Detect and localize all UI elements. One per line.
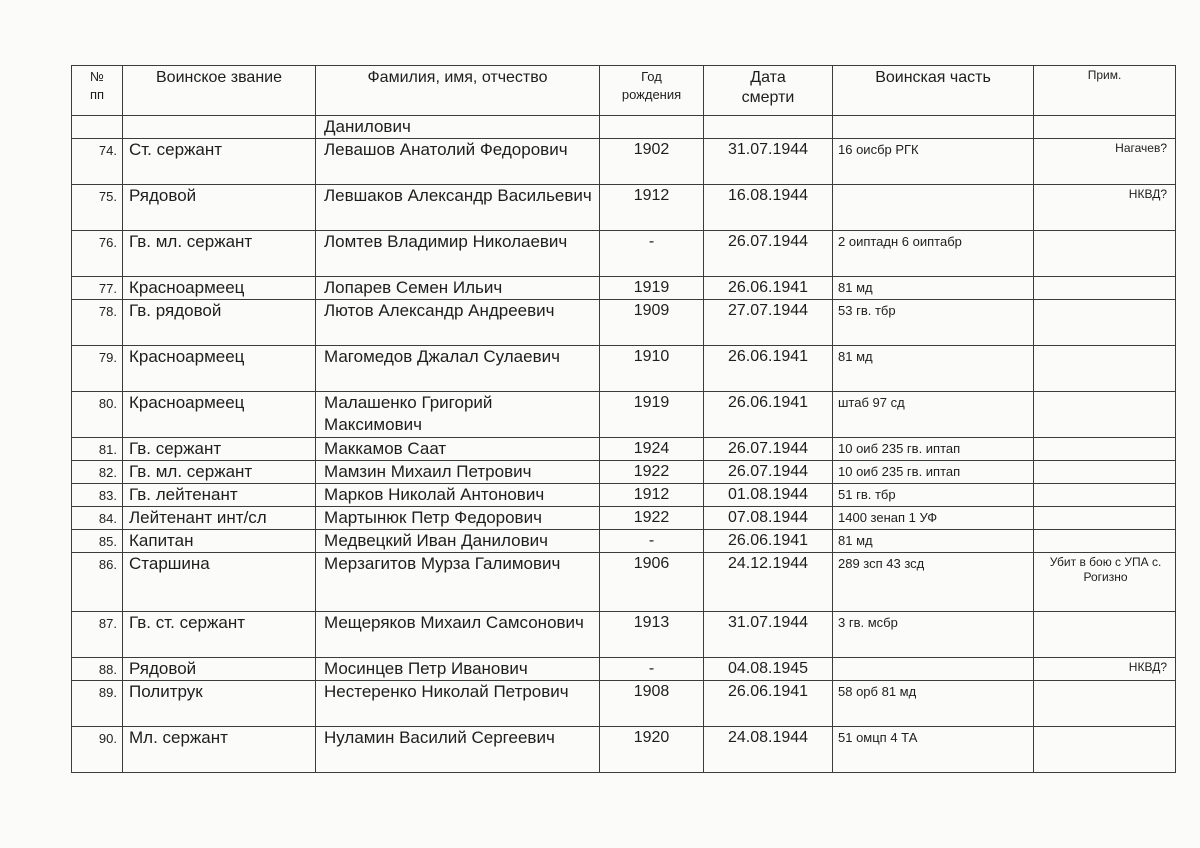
row-unit: 58 орб 81 мд	[833, 681, 1034, 727]
table-row	[72, 530, 1176, 553]
casualty-table	[71, 65, 1176, 773]
row-birth-year: 1902	[600, 139, 704, 185]
row-note	[1034, 392, 1176, 438]
row-number: 80.	[72, 392, 123, 438]
row-unit: 81 мд	[833, 346, 1034, 392]
row-birth-year: 1912	[600, 185, 704, 231]
row-full-name: Мартынюк Петр Федорович	[316, 507, 600, 530]
table-header-row	[72, 66, 1176, 116]
table-body	[72, 116, 1176, 773]
row-note	[1034, 438, 1176, 461]
row-birth-year: 1919	[600, 277, 704, 300]
row-number: 84.	[72, 507, 123, 530]
row-death-date: 26.06.1941	[704, 346, 833, 392]
table-row	[72, 658, 1176, 681]
row-unit: 10 оиб 235 гв. иптап	[833, 438, 1034, 461]
header-unit	[833, 66, 1034, 116]
row-death-date: 26.07.1944	[704, 438, 833, 461]
row-rank: Старшина	[123, 553, 316, 612]
row-unit: 51 гв. тбр	[833, 484, 1034, 507]
row-note	[1034, 727, 1176, 773]
row-number: 78.	[72, 300, 123, 346]
row-rank: Ст. сержант	[123, 139, 316, 185]
row-unit: 53 гв. тбр	[833, 300, 1034, 346]
row-birth-year: 1912	[600, 484, 704, 507]
header-death-date-label: Дата смерти	[741, 69, 795, 106]
row-unit: 1400 зенап 1 УФ	[833, 507, 1034, 530]
row-unit: 3 гв. мсбр	[833, 612, 1034, 658]
table-row	[72, 727, 1176, 773]
header-unit-label: Воинская часть	[875, 69, 991, 86]
row-unit: 10 оиб 235 гв. иптап	[833, 461, 1034, 484]
table-row	[72, 681, 1176, 727]
table-row	[72, 612, 1176, 658]
header-rank-label: Воинское звание	[156, 69, 282, 86]
row-note	[1034, 484, 1176, 507]
row-number: 77.	[72, 277, 123, 300]
row-full-name: Малашенко Григорий Максимович	[316, 392, 600, 438]
row-full-name: Нуламин Василий Сергеевич	[316, 727, 600, 773]
row-death-date: 26.07.1944	[704, 231, 833, 277]
row-note: НКВД?	[1034, 658, 1176, 681]
row-rank: Гв. ст. сержант	[123, 612, 316, 658]
row-birth-year: 1919	[600, 392, 704, 438]
row-death-date: 26.06.1941	[704, 530, 833, 553]
row-rank: Политрук	[123, 681, 316, 727]
row-full-name: Мерзагитов Мурза Галимович	[316, 553, 600, 612]
row-death-date: 26.06.1941	[704, 392, 833, 438]
row-full-name: Марков Николай Антонович	[316, 484, 600, 507]
row-full-name: Ломтев Владимир Николаевич	[316, 231, 600, 277]
row-rank: Лейтенант инт/сл	[123, 507, 316, 530]
row-number: 90.	[72, 727, 123, 773]
row-unit: штаб 97 сд	[833, 392, 1034, 438]
row-rank: Рядовой	[123, 658, 316, 681]
row-number: 86.	[72, 553, 123, 612]
row-birth-year: 1922	[600, 461, 704, 484]
row-rank: Красноармеец	[123, 392, 316, 438]
header-note-label: Прим.	[1087, 68, 1122, 82]
row-death-date: 24.08.1944	[704, 727, 833, 773]
row-number: 85.	[72, 530, 123, 553]
row-birth-year: 1910	[600, 346, 704, 392]
row-note	[1034, 300, 1176, 346]
row-number: 74.	[72, 139, 123, 185]
header-name	[316, 66, 600, 116]
row-rank: Красноармеец	[123, 346, 316, 392]
row-unit: 81 мд	[833, 530, 1034, 553]
row-death-date: 01.08.1944	[704, 484, 833, 507]
row-unit: 2 оиптадн 6 оиптабр	[833, 231, 1034, 277]
row-birth-year: -	[600, 231, 704, 277]
header-number	[72, 66, 123, 116]
header-name-label: Фамилия, имя, отчество	[367, 69, 548, 86]
row-full-name: Мамзин Михаил Петрович	[316, 461, 600, 484]
row-note	[1034, 116, 1176, 139]
row-note: НКВД?	[1034, 185, 1176, 231]
row-death-date	[704, 116, 833, 139]
row-full-name: Мещеряков Михаил Самсонович	[316, 612, 600, 658]
row-full-name: Левшаков Александр Васильевич	[316, 185, 600, 231]
row-full-name: Нестеренко Николай Петрович	[316, 681, 600, 727]
row-unit	[833, 658, 1034, 681]
table-row	[72, 139, 1176, 185]
row-full-name: Медвецкий Иван Данилович	[316, 530, 600, 553]
table-row	[72, 484, 1176, 507]
row-note	[1034, 681, 1176, 727]
table-row	[72, 185, 1176, 231]
row-number: 76.	[72, 231, 123, 277]
row-birth-year: 1920	[600, 727, 704, 773]
row-number: 88.	[72, 658, 123, 681]
row-birth-year: 1922	[600, 507, 704, 530]
table-row	[72, 392, 1176, 438]
row-rank: Гв. мл. сержант	[123, 231, 316, 277]
row-birth-year: -	[600, 658, 704, 681]
row-rank: Гв. мл. сержант	[123, 461, 316, 484]
table-row	[72, 507, 1176, 530]
row-birth-year: 1913	[600, 612, 704, 658]
row-unit	[833, 116, 1034, 139]
row-birth-year: 1924	[600, 438, 704, 461]
row-note: Нагачев?	[1034, 139, 1176, 185]
row-unit: 51 омцп 4 ТА	[833, 727, 1034, 773]
row-rank: Капитан	[123, 530, 316, 553]
row-number: 82.	[72, 461, 123, 484]
row-full-name: Данилович	[316, 116, 600, 139]
row-death-date: 26.07.1944	[704, 461, 833, 484]
row-death-date: 27.07.1944	[704, 300, 833, 346]
row-note	[1034, 277, 1176, 300]
row-rank	[123, 116, 316, 139]
table-row	[72, 346, 1176, 392]
header-death-date	[704, 66, 833, 116]
row-death-date: 24.12.1944	[704, 553, 833, 612]
row-birth-year	[600, 116, 704, 139]
row-birth-year: 1909	[600, 300, 704, 346]
row-rank: Мл. сержант	[123, 727, 316, 773]
row-death-date: 07.08.1944	[704, 507, 833, 530]
header-note	[1034, 66, 1176, 116]
header-rank	[123, 66, 316, 116]
row-note: Убит в бою с УПА с. Рогизно	[1034, 553, 1176, 612]
row-number: 83.	[72, 484, 123, 507]
row-unit: 81 мд	[833, 277, 1034, 300]
row-number: 75.	[72, 185, 123, 231]
row-rank: Гв. рядовой	[123, 300, 316, 346]
row-note	[1034, 612, 1176, 658]
row-rank: Красноармеец	[123, 277, 316, 300]
row-unit	[833, 185, 1034, 231]
row-death-date: 31.07.1944	[704, 139, 833, 185]
row-full-name: Лопарев Семен Ильич	[316, 277, 600, 300]
table-row	[72, 231, 1176, 277]
row-death-date: 31.07.1944	[704, 612, 833, 658]
table-row	[72, 438, 1176, 461]
header-birth-year	[600, 66, 704, 116]
row-note	[1034, 530, 1176, 553]
row-death-date: 04.08.1945	[704, 658, 833, 681]
row-number	[72, 116, 123, 139]
row-death-date: 26.06.1941	[704, 277, 833, 300]
row-rank: Рядовой	[123, 185, 316, 231]
table-row	[72, 553, 1176, 612]
row-note	[1034, 231, 1176, 277]
row-full-name: Маккамов Саат	[316, 438, 600, 461]
table-row	[72, 116, 1176, 139]
row-birth-year: 1906	[600, 553, 704, 612]
row-full-name: Лютов Александр Андреевич	[316, 300, 600, 346]
row-rank: Гв. сержант	[123, 438, 316, 461]
row-full-name: Магомедов Джалал Сулаевич	[316, 346, 600, 392]
row-note	[1034, 507, 1176, 530]
row-full-name: Мосинцев Петр Иванович	[316, 658, 600, 681]
table-row	[72, 277, 1176, 300]
row-number: 79.	[72, 346, 123, 392]
row-note	[1034, 461, 1176, 484]
row-note	[1034, 346, 1176, 392]
row-full-name: Левашов Анатолий Федорович	[316, 139, 600, 185]
row-death-date: 26.06.1941	[704, 681, 833, 727]
row-birth-year: 1908	[600, 681, 704, 727]
header-birth-year-label: Год рождения	[621, 69, 682, 102]
table-row	[72, 461, 1176, 484]
row-death-date: 16.08.1944	[704, 185, 833, 231]
row-birth-year: -	[600, 530, 704, 553]
row-unit: 16 оисбр РГК	[833, 139, 1034, 185]
row-number: 81.	[72, 438, 123, 461]
row-unit: 289 зсп 43 зсд	[833, 553, 1034, 612]
row-number: 87.	[72, 612, 123, 658]
table-row	[72, 300, 1176, 346]
header-number-label: № пп	[89, 69, 105, 102]
row-rank: Гв. лейтенант	[123, 484, 316, 507]
row-number: 89.	[72, 681, 123, 727]
